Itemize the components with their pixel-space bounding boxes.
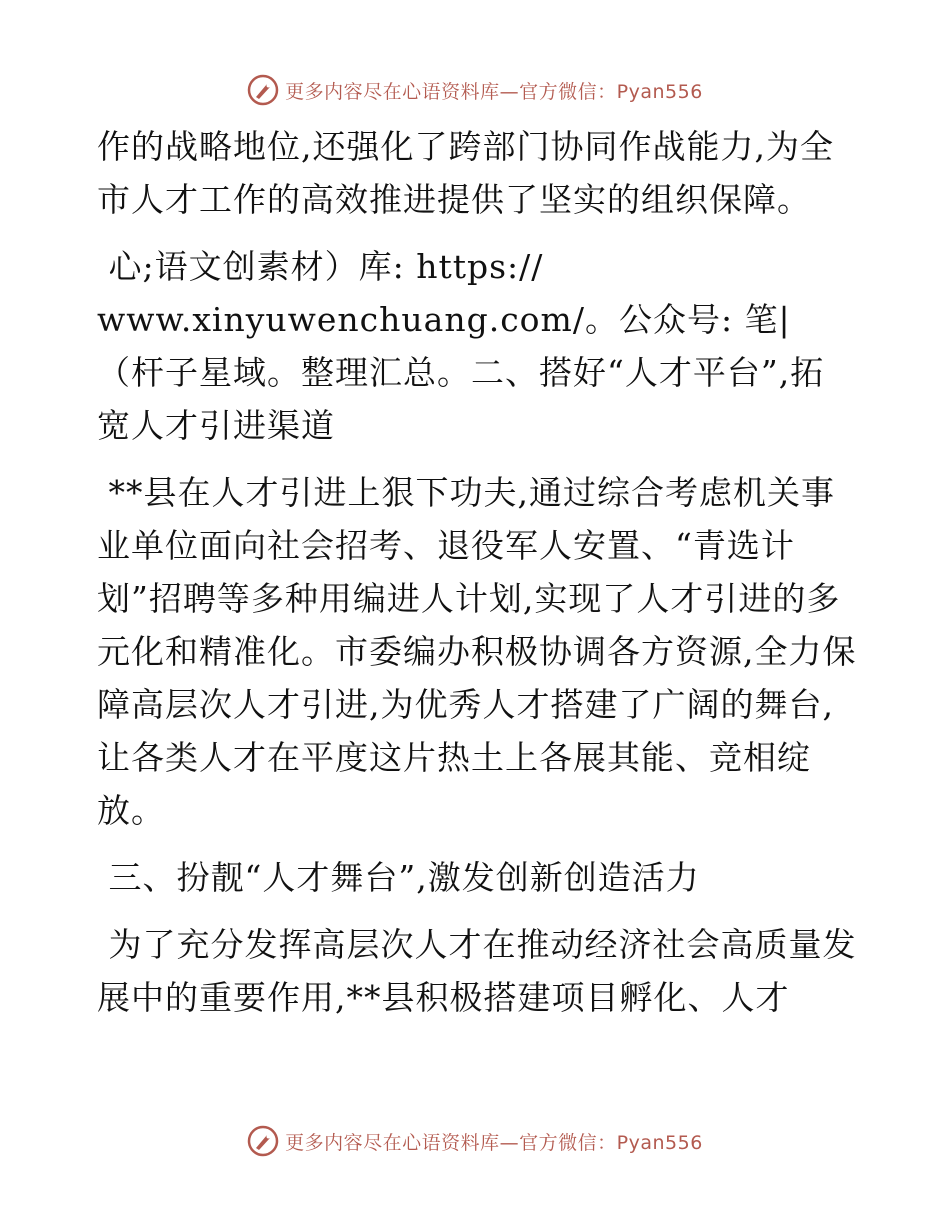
watermark-footer	[0, 1121, 950, 1161]
watermark-header	[0, 70, 950, 110]
document-body	[97, 120, 857, 1024]
paragraph: 为了充分发挥高层次人才在推动经济社会高质量发展中的重要作用,**县积极搭建项目孵化、人才	[97, 925, 857, 1017]
paragraph: **县在人才引进上狠下功夫,通过综合考虑机关事业单位面向社会招考、退役军人安置、“青选计划”招聘等多种用编进人计划,实现了人才引进的多元化和精准化。市委编办积极协调各方资源,全力保障高层次人才引进,为优秀人才搭建了广阔的舞台,让各类人才在平度这片热土上各展其能、竞相绽放。	[97, 473, 857, 830]
pen-logo-icon	[247, 74, 279, 106]
watermark-text: 更多内容尽在心语资料库—官方微信：Pyan556	[285, 1131, 703, 1154]
paragraph: www.xinyuwenchuang.com/。公众号: 笔|（杆子星域。整理汇总。二、搭好“人才平台”,拓宽人才引进渠道	[97, 300, 825, 445]
watermark-text: 更多内容尽在心语资料库—官方微信：Pyan556	[285, 80, 703, 103]
paragraph: 作的战略地位,还强化了跨部门协同作战能力,为全市人才工作的高效推进提供了坚实的组织保障。	[97, 127, 834, 219]
section-heading: 三、扮靓“人才舞台”,激发创新创造活力	[97, 858, 700, 897]
paragraph: 心;语文创素材）库: https://	[97, 247, 544, 286]
pen-logo-icon	[247, 1125, 279, 1157]
